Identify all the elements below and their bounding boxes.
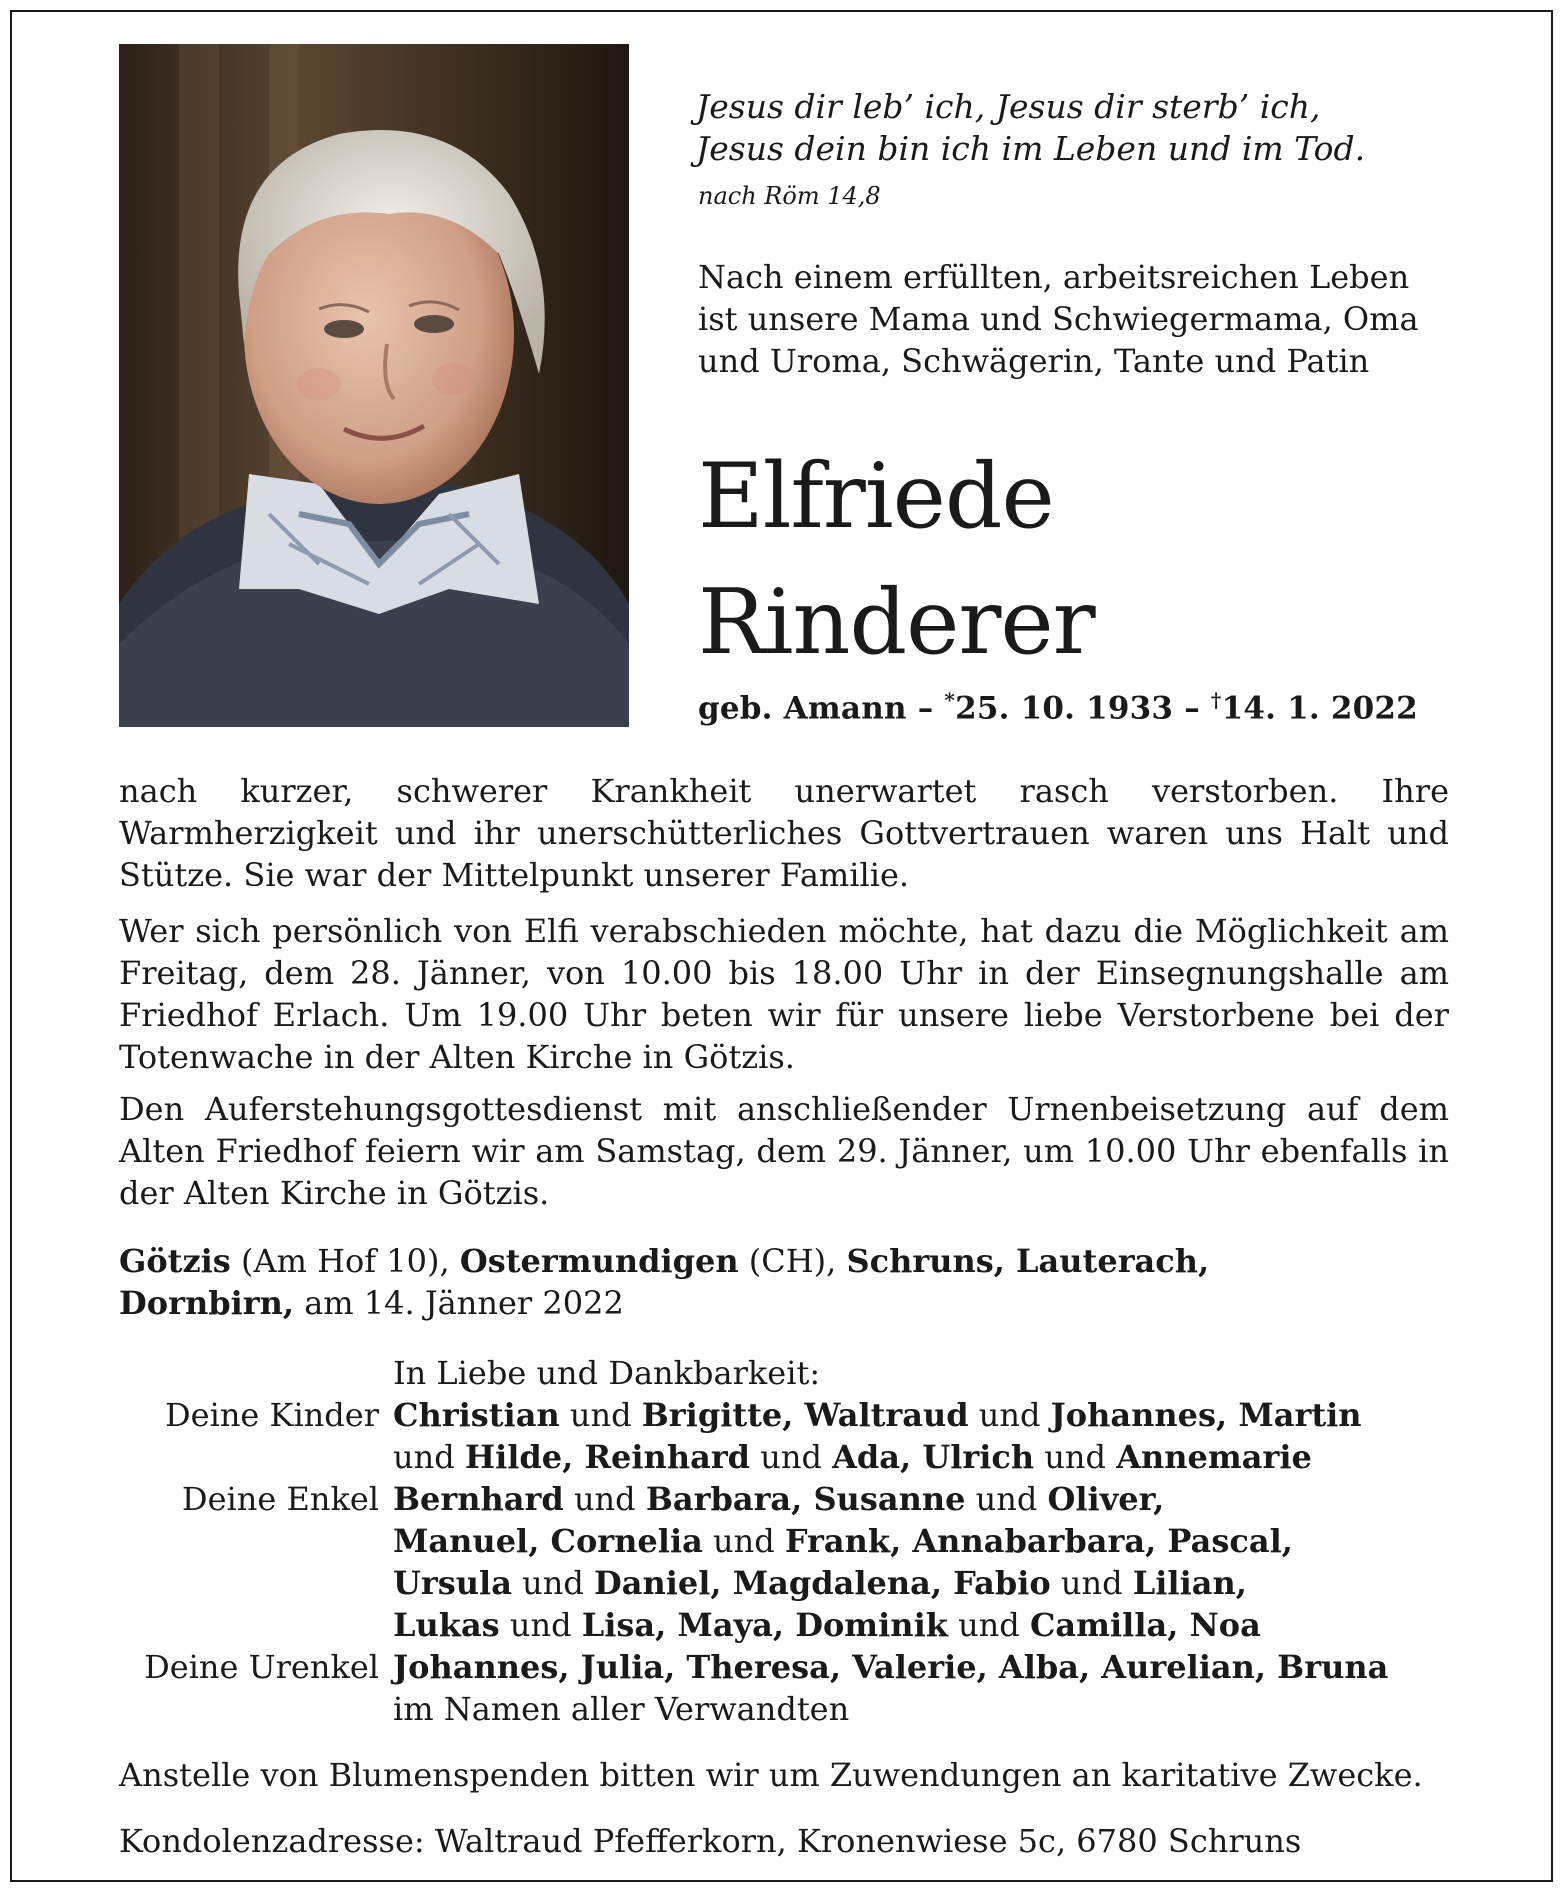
bible-verse [696,86,1516,170]
family-connector: und [1050,1564,1133,1602]
life-dates [698,688,1418,726]
family-connector: und [393,1438,465,1476]
verse-line-1: Jesus dir leb’ ich, Jesus dir sterb’ ich, [696,87,1321,126]
place-1: Götzis [119,1242,231,1280]
kinder-line [393,1394,1449,1436]
verse-line-2: Jesus dein bin ich im Leben und im Tod. [696,129,1366,168]
relatives-line: im Namen aller Verwandten [393,1690,850,1728]
family-name-segment: Lisa, Maya, Dominik [581,1606,948,1644]
family-name-segment: Barbara, Susanne [645,1480,966,1518]
family-connector: und [968,1396,1051,1434]
family-connector: und [750,1438,833,1476]
verse-reference: nach Röm 14,8 [698,182,881,210]
family-connector: und [499,1606,582,1644]
family-name-segment: Annemarie [1116,1438,1312,1476]
family-name-segment: Manuel, Cornelia [393,1522,703,1560]
enkel-line [393,1520,1449,1562]
family-name-segment: Lilian, [1132,1564,1247,1602]
place-4: Dornbirn, [119,1284,295,1322]
place-2: Ostermundigen [459,1242,739,1280]
family-list [119,1352,1449,1730]
paragraph-illness: nach kurzer, schwerer Krankheit unerwartet rasch verstorben. Ihre Warmherzigkeit und ihr unerschütterliches Gottvertrauen waren uns Halt und Stütze. Sie war der Mittelpunkt unserer Familie. [119,772,1449,894]
family-name-segment: Ursula [393,1564,512,1602]
died-date: 14. 1. 2022 [1221,690,1418,727]
urenkel-line [393,1646,1449,1688]
enkel-line [393,1604,1449,1646]
family-connector: und [559,1396,642,1434]
place-1-detail: (Am Hof 10), [230,1242,460,1280]
dash-1: – [917,690,934,727]
place-3: Schruns, Lauterach, [846,1242,1210,1280]
last-name: Rinderer [698,570,1095,675]
enkel-label: Deine Enkel [181,1480,379,1518]
family-connector: und [511,1564,594,1602]
places-and-date [119,1240,1449,1324]
kinder-line [393,1436,1449,1478]
family-name-segment: Daniel, Magdalena, Fabio [593,1564,1051,1602]
family-connector: und [965,1480,1048,1518]
kinder-label: Deine Kinder [164,1396,379,1434]
birth-name: geb. Amann [698,690,907,727]
family-name-segment: Oliver, [1047,1480,1165,1518]
family-name-segment: Bernhard [393,1480,564,1518]
condolence-address: Kondolenzadresse: Waltraud Pfefferkorn, Kronenwiese 5c, 6780 Schruns [119,1822,1302,1860]
died-symbol: † [1210,688,1222,712]
place-2-detail: (CH), [738,1242,847,1280]
intro-line-1: Nach einem erfüllten, arbeitsreichen Leben [698,258,1410,296]
deceased-name [698,434,1095,686]
family-name-segment: Frank, Annabarbara, Pascal, [784,1522,1293,1560]
family-name-segment: Johannes, Julia, Theresa, Valerie, Alba, Aurelian, Bruna [393,1648,1389,1686]
enkel-line [393,1478,1449,1520]
intro-line-2: ist unsere Mama und Schwiegermama, Oma [698,300,1419,338]
paragraph-service: Den Auferstehungsgottesdienst mit anschließender Urnenbeisetzung auf dem Alten Friedhof feiern wir am Samstag, dem 29. Jänner, um 10.00 Uhr ebenfalls in der Alten Kirche in Götzis. [119,1090,1449,1212]
donation-note: Anstelle von Blumenspenden bitten wir um Zuwendungen an karitative Zwecke. [119,1756,1423,1794]
born-symbol: * [944,688,956,712]
urenkel-label: Deine Urenkel [144,1648,379,1686]
family-name-segment: Johannes, Martin [1050,1396,1362,1434]
family-name-segment: Ada, Ulrich [832,1438,1035,1476]
family-header: In Liebe und Dankbarkeit: [393,1354,821,1392]
intro-line-3: und Uroma, Schwägerin, Tante und Patin [698,342,1370,380]
family-name-segment: Camilla, Noa [1029,1606,1261,1644]
family-connector: und [563,1480,646,1518]
first-name: Elfriede [698,444,1054,549]
paragraph-farewell: Wer sich persönlich von Elfi verabschieden möchte, hat dazu die Möglichkeit am Freitag, dem 28. Jänner, von 10.00 bis 18.00 Uhr in der Einsegnungshalle am Friedhof Erlach. Um 19.00 Uhr beten wir für unsere liebe Verstorbene bei der Totenwache in der Alten Kirche in Götzis. [119,912,1449,1076]
family-name-segment: Christian [393,1396,560,1434]
place-date: am 14. Jänner 2022 [294,1284,624,1322]
family-name-segment: Brigitte, Waltraud [641,1396,969,1434]
intro-text [698,256,1518,382]
family-connector: und [947,1606,1030,1644]
family-name-segment: Hilde, Reinhard [464,1438,751,1476]
portrait-photo [119,44,629,727]
born-date: 25. 10. 1933 [955,690,1174,727]
family-connector: und [702,1522,785,1560]
family-connector: und [1034,1438,1117,1476]
enkel-line [393,1562,1449,1604]
family-name-segment: Lukas [393,1606,500,1644]
dash-2: – [1184,690,1200,727]
